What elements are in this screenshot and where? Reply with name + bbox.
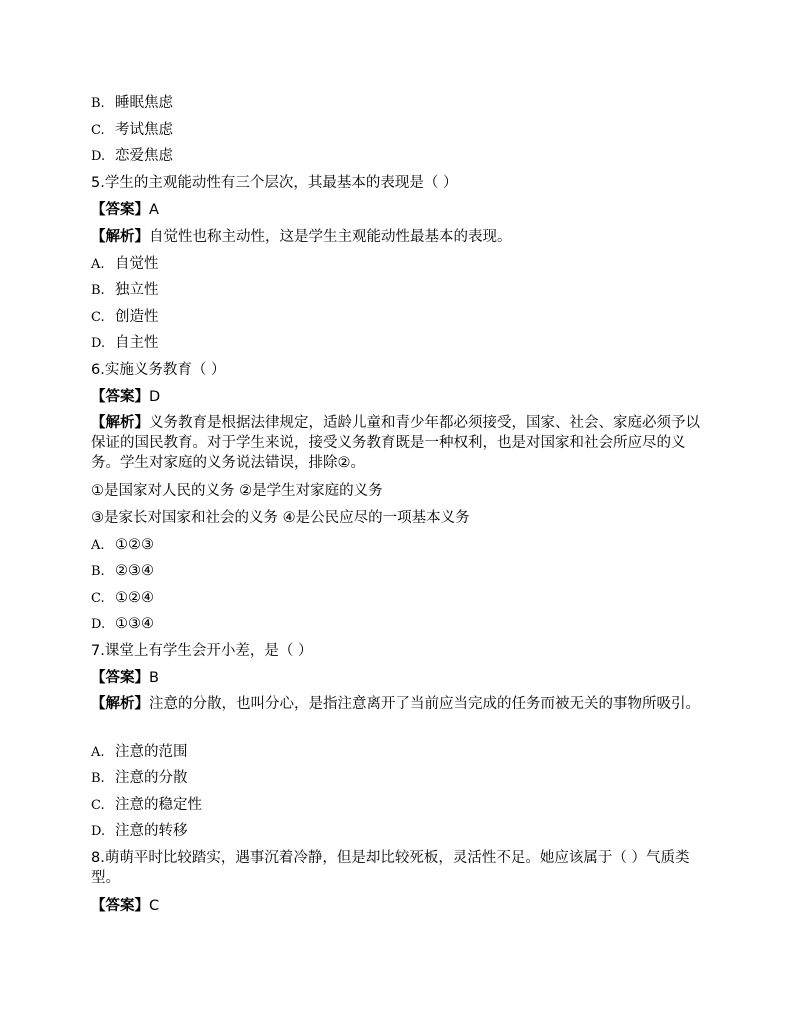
option-letter: D. — [91, 149, 106, 164]
option-line — [91, 254, 711, 275]
option-line — [91, 333, 711, 354]
option-line — [91, 795, 711, 816]
analysis-tag: 【解析】 — [91, 415, 149, 431]
option-line — [91, 120, 711, 141]
option-letter: B. — [91, 283, 105, 298]
option-letter: C. — [91, 591, 105, 606]
statement-line: ③是家长对国家和社会的义务 ④是公民应尽的一项基本义务 — [91, 510, 470, 526]
option-letter: B. — [91, 96, 105, 111]
option-line — [91, 561, 711, 582]
option-text: 考试焦虑 — [115, 122, 173, 138]
answer-value: D — [149, 389, 161, 405]
analysis-line — [91, 694, 711, 714]
analysis-text: 义务教育是根据法律规定，适龄儿童和青少年都必须接受，国家、社会、家庭必须予以保证的国民教育。对于学生来说，接受义务教育既是一种权利，也是对国家和社会所应尽的义务。学生对家庭的义务说法错误，排除②。 — [91, 415, 700, 471]
option-text: 创造性 — [115, 309, 159, 325]
question-6: 6.实施义务教育（ ） — [91, 362, 226, 378]
question-8: 8.萌萌平时比较踏实，遇事沉着冷静，但是却比较死板，灵活性不足。她应该属于（ ）气质类型。 — [91, 850, 690, 886]
option-text: ①③④ — [115, 616, 154, 632]
option-letter: A. — [91, 538, 105, 553]
answer-value: C — [149, 898, 160, 914]
option-letter: D. — [91, 617, 106, 632]
option-line — [91, 768, 711, 789]
option-line — [91, 146, 711, 167]
option-letter: A. — [91, 257, 105, 272]
answer-tag: 【答案】 — [91, 389, 149, 405]
option-letter: B. — [91, 564, 105, 579]
option-text: 恋爱焦虑 — [115, 148, 173, 164]
option-letter: C. — [91, 798, 105, 813]
option-line — [91, 93, 711, 114]
option-line — [91, 588, 711, 609]
answer-line — [91, 200, 711, 220]
answer-line — [91, 668, 711, 688]
answer-line — [91, 387, 711, 407]
option-text: 注意的转移 — [115, 823, 188, 839]
option-line — [91, 614, 711, 635]
option-letter: A. — [91, 745, 105, 760]
answer-tag: 【答案】 — [91, 898, 149, 914]
analysis-tag: 【解析】 — [91, 229, 149, 245]
option-text: 自觉性 — [115, 256, 159, 272]
statement-line: ①是国家对人民的义务 ②是学生对家庭的义务 — [91, 483, 383, 499]
option-text: 睡眠焦虑 — [115, 95, 173, 111]
answer-line — [91, 896, 711, 916]
option-line — [91, 821, 711, 842]
option-text: ①②④ — [115, 590, 154, 606]
option-text: 自主性 — [115, 335, 159, 351]
option-line — [91, 742, 711, 763]
answer-tag: 【答案】 — [91, 202, 149, 218]
option-line — [91, 307, 711, 328]
analysis-text: 自觉性也称主动性，这是学生主观能动性最基本的表现。 — [149, 229, 512, 245]
analysis-tag: 【解析】 — [91, 696, 149, 712]
question-5: 5.学生的主观能动性有三个层次，其最基本的表现是（ ） — [91, 175, 458, 191]
question-7: 7.课堂上有学生会开小差，是（ ） — [91, 643, 313, 659]
answer-value: B — [149, 670, 159, 686]
option-letter: D. — [91, 336, 106, 351]
option-letter: C. — [91, 310, 105, 325]
analysis-text: 注意的分散，也叫分心，是指注意离开了当前应当完成的任务而被无关的事物所吸引。 — [149, 696, 700, 712]
option-text: ②③④ — [115, 563, 154, 579]
option-letter: C. — [91, 123, 105, 138]
option-letter: B. — [91, 771, 105, 786]
option-line — [91, 535, 711, 556]
option-text: 独立性 — [115, 282, 159, 298]
option-text: 注意的范围 — [115, 744, 188, 760]
option-line — [91, 280, 711, 301]
answer-tag: 【答案】 — [91, 670, 149, 686]
analysis-line — [91, 227, 711, 247]
option-letter: D. — [91, 824, 106, 839]
option-text: 注意的分散 — [115, 770, 188, 786]
analysis-line — [91, 413, 711, 473]
answer-value: A — [149, 202, 159, 218]
option-text: 注意的稳定性 — [115, 797, 202, 813]
option-text: ①②③ — [115, 537, 154, 553]
